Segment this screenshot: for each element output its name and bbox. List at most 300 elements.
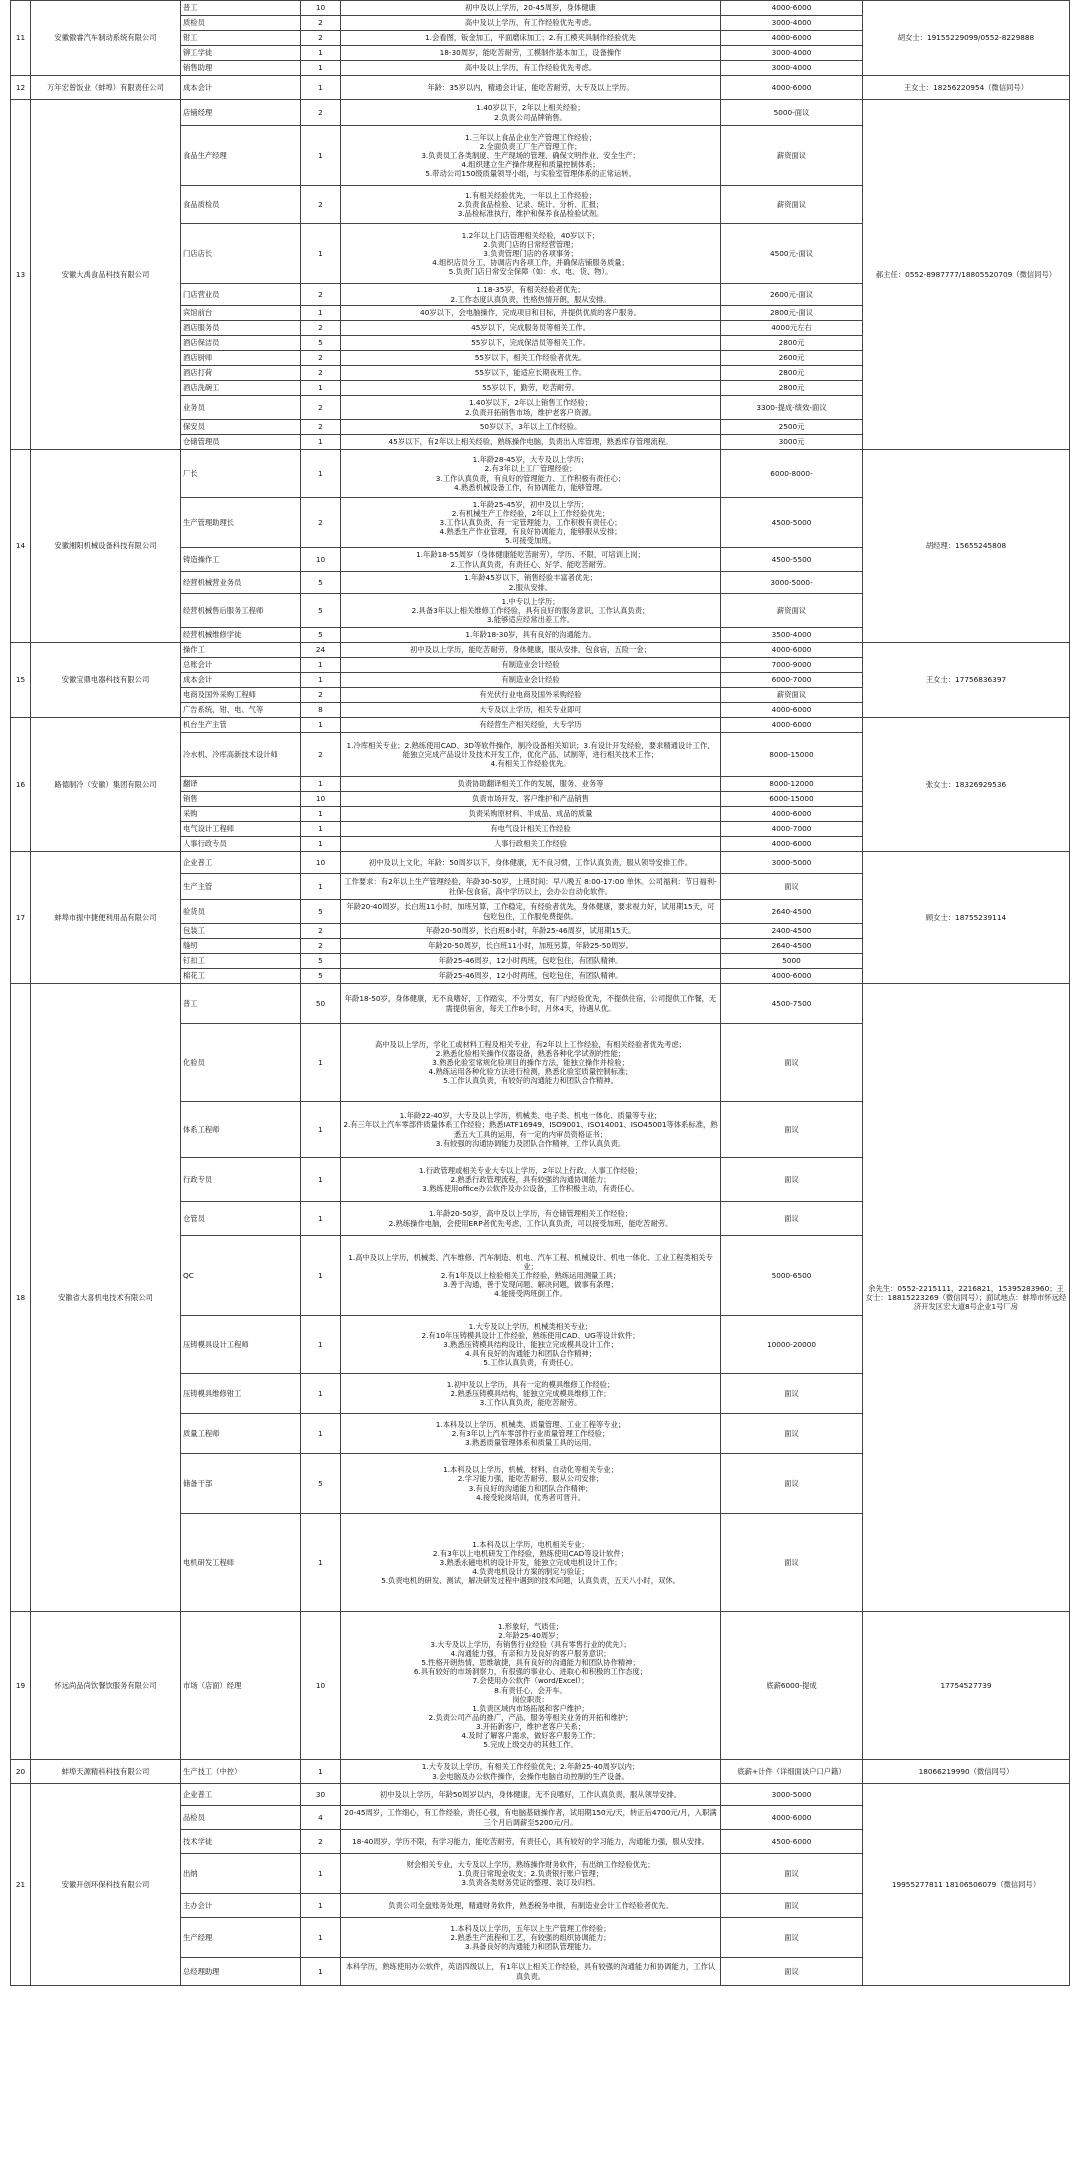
headcount: 2 bbox=[301, 924, 341, 939]
contact-info: 胡女士：19155229099/0552-8229888 bbox=[863, 1, 1070, 76]
company-name: 安徽开创环保科技有限公司 bbox=[31, 1784, 181, 1986]
position-name: 食品质检员 bbox=[181, 186, 301, 224]
requirement-line: 3.品检标准执行，维护和保养食品检验试剂。 bbox=[457, 209, 604, 219]
headcount: 2 bbox=[301, 688, 341, 703]
job-requirements bbox=[341, 1918, 721, 1958]
requirement-line: 4.熟悉机械设备工作，有协调能力，能够管理。 bbox=[454, 482, 607, 492]
company-name: 蚌埠市振中捷便利用品有限公司 bbox=[31, 852, 181, 984]
position-name: 经营机械营业务员 bbox=[181, 572, 301, 594]
requirement-line: 负责采购原材料、半成品、成品的质量 bbox=[468, 809, 593, 819]
requirement-line: 初中及以上文化，年龄：50周岁以下，身体健康，无不良习惯，工作认真负责，服从领导安排工作。 bbox=[368, 857, 693, 867]
requirement-line: 4.组织建立生产操作规程和质量控制体系； bbox=[461, 160, 600, 170]
salary: 3000元 bbox=[721, 435, 863, 450]
requirement-line: 初中及以上学历，能吃苦耐劳，身体健康，服从安排，包食宿，五险一金； bbox=[410, 645, 651, 655]
headcount: 1 bbox=[301, 1760, 341, 1784]
job-requirements bbox=[341, 1894, 721, 1918]
company-number: 15 bbox=[11, 643, 31, 718]
salary: 面议 bbox=[721, 1854, 863, 1894]
requirement-line: 4.有相关工作经验优先。 bbox=[490, 759, 571, 769]
contact-info: 18066219990（微信同号） bbox=[863, 1760, 1070, 1784]
company-number: 21 bbox=[11, 1784, 31, 1986]
job-requirements bbox=[341, 718, 721, 733]
requirement-line: 3.工作认真负责，有一定管理能力，工作积极有责任心； bbox=[439, 517, 622, 527]
requirement-line: 2.工作态度认真负责，性格热情开朗，服从安排。 bbox=[450, 294, 611, 304]
job-requirements bbox=[341, 1414, 721, 1454]
salary: 薪资面议 bbox=[721, 688, 863, 703]
headcount: 5 bbox=[301, 969, 341, 984]
requirement-line: 2.负责门店的日常经营管理； bbox=[483, 239, 578, 249]
headcount: 1 bbox=[301, 718, 341, 733]
salary: 面议 bbox=[721, 1102, 863, 1158]
salary: 2800元 bbox=[721, 381, 863, 396]
salary: 4000-7000 bbox=[721, 822, 863, 837]
requirement-line: 1.本科及以上学历，机械类、质量管理、工业工程等专业； bbox=[435, 1419, 626, 1429]
requirement-line: 1.有相关经验优先，一年以上工作经验； bbox=[464, 190, 596, 200]
position-name: 冷水机、冷库高新技术设计师 bbox=[181, 733, 301, 777]
requirement-line: 有经营生产相关经验，大专学历 bbox=[479, 720, 582, 730]
headcount: 2 bbox=[301, 498, 341, 548]
table-row bbox=[11, 984, 1070, 1024]
job-requirements bbox=[341, 1024, 721, 1102]
position-name: 缝纫 bbox=[181, 939, 301, 954]
requirement-line: 1.年龄25-45岁，初中及以上学历； bbox=[472, 499, 589, 509]
position-name: 钳工 bbox=[181, 31, 301, 46]
salary: 面议 bbox=[721, 1514, 863, 1612]
job-requirements bbox=[341, 126, 721, 186]
company-number: 20 bbox=[11, 1760, 31, 1784]
headcount: 1 bbox=[301, 1894, 341, 1918]
requirement-line: 有电气设计相关工作经验 bbox=[490, 824, 571, 834]
requirement-line: 2.全面负责工厂生产管理工作； bbox=[479, 141, 582, 151]
headcount: 2 bbox=[301, 396, 341, 420]
salary: 2640-4500 bbox=[721, 900, 863, 924]
salary: 底薪+计件（详细面谈户口户籍） bbox=[721, 1760, 863, 1784]
headcount: 2 bbox=[301, 420, 341, 435]
requirement-line: 3.负责管理门店的各项事务； bbox=[483, 248, 578, 258]
requirement-line: 1.三年以上食品企业生产管理工作经验； bbox=[464, 132, 596, 142]
requirement-line: 5.负责电机的研发、测试，解决研发过程中遇到的技术问题，认真负责，五天八小时，双休。 bbox=[381, 1576, 680, 1586]
requirement-line: 大专及以上学历，相关专业即可 bbox=[479, 705, 582, 715]
contact-info: 郝主任：0552-8987777/18805520709（微信同号） bbox=[863, 100, 1070, 450]
salary: 2800元 bbox=[721, 336, 863, 351]
company-number: 18 bbox=[11, 984, 31, 1612]
contact-info: 余先生：0552-2215111，2216821，15395283960；王女士：18815223269（微信同号）；面试地点：蚌埠市怀远经济开发区宏大道8号企业1号厂房 bbox=[863, 984, 1070, 1612]
position-name: 技术学徒 bbox=[181, 1830, 301, 1854]
job-requirements bbox=[341, 733, 721, 777]
position-name: 酒店厨师 bbox=[181, 351, 301, 366]
salary: 10000-20000 bbox=[721, 1316, 863, 1374]
table-row bbox=[11, 643, 1070, 658]
requirement-line: 年龄18-50岁，身体健康，无不良嗜好，工作踏实，不分男女，有厂内经验优先，不提供住宿，公司提供工作餐，无需提供宿舍，每天工作8小时，月休4天，待遇从优。 bbox=[344, 994, 717, 1013]
requirement-line: 1.18-35岁，有相关经验者优先； bbox=[476, 285, 585, 295]
position-name: 体系工程师 bbox=[181, 1102, 301, 1158]
headcount: 1 bbox=[301, 224, 341, 284]
job-requirements bbox=[341, 807, 721, 822]
requirement-line: 1.本科及以上学历，五年以上生产管理工作经验； bbox=[450, 1923, 611, 1933]
requirement-line: 45岁以下，有2年以上相关经验，熟练操作电脑，负责出入库管理，熟悉库存管理流程。 bbox=[388, 437, 673, 447]
requirement-line: 1.年龄45岁以下，销售经验丰富者优先； bbox=[464, 573, 597, 583]
requirement-line: 2.有1年及以上检验相关工作经验，熟练运用测量工具； bbox=[440, 1270, 621, 1280]
company-name: 安徽湘阳机械设备科技有限公司 bbox=[31, 450, 181, 643]
requirement-line: 1.负责区域内市场拓展和客户维护； bbox=[472, 1703, 589, 1713]
position-name: 门店店长 bbox=[181, 224, 301, 284]
requirement-line: 年龄：35岁以内，精通会计证，能吃苦耐劳，大专及以上学历。 bbox=[427, 82, 634, 92]
salary: 4000-6000 bbox=[721, 76, 863, 100]
headcount: 1 bbox=[301, 1202, 341, 1236]
contact-info: 胡经理：15655245808 bbox=[863, 450, 1070, 643]
salary: 2800元 bbox=[721, 366, 863, 381]
requirement-line: 2.熟悉压铸模具结构，能独立完成模具维修工作； bbox=[450, 1388, 611, 1398]
requirement-line: 2.有10年压铸模具设计工作经验，熟练使用CAD、UG等设计软件； bbox=[421, 1330, 640, 1340]
salary: 面议 bbox=[721, 1202, 863, 1236]
requirement-line: 高中及以上学历，学化工或材料工程及相关专业，有2年以上工作经验，有相关经验者优先考虑； bbox=[374, 1039, 687, 1049]
salary: 3000-5000- bbox=[721, 572, 863, 594]
job-requirements bbox=[341, 984, 721, 1024]
job-requirements bbox=[341, 1, 721, 16]
company-name: 万年宏曾饭业（蚌埠）有限责任公司 bbox=[31, 76, 181, 100]
job-requirements bbox=[341, 594, 721, 628]
position-name: 包装工 bbox=[181, 924, 301, 939]
job-requirements bbox=[341, 321, 721, 336]
position-name: 机台生产主管 bbox=[181, 718, 301, 733]
requirement-line: 3.负责员工各类制度、生产现场的管理、确保文明作业、安全生产； bbox=[421, 150, 640, 160]
position-name: 生产技工（中控） bbox=[181, 1760, 301, 1784]
requirement-line: 1.40岁以下，2年以上销售工作经验； bbox=[468, 398, 593, 408]
salary: 4000-6000 bbox=[721, 643, 863, 658]
requirement-line: 50岁以下，3年以上工作经验。 bbox=[479, 422, 582, 432]
table-row bbox=[11, 1612, 1070, 1760]
requirement-line: 年龄20-40周岁，长白班11小时，加班另算，工作稳定，有经验者优先，身体健康，要求视力好，试用期15天，可包吃包住，工作服免费提供。 bbox=[346, 902, 715, 921]
headcount: 2 bbox=[301, 31, 341, 46]
requirement-line: 1.40岁以下，2年以上相关经验； bbox=[476, 103, 585, 113]
requirement-line: 2.负责公司品牌销售。 bbox=[494, 112, 567, 122]
requirement-line: 有制造业会计经验 bbox=[501, 675, 560, 685]
requirement-line: 本科学历，熟练使用办公软件，英语四级以上，有1年以上相关工作经验，具有较强的沟通能力和协调能力，工作认真负责。 bbox=[345, 1962, 716, 1981]
requirement-line: 3.工作认真负责，能吃苦耐劳。 bbox=[479, 1398, 582, 1408]
requirement-line: 3.开拓新客户，维护老客户关系； bbox=[475, 1721, 586, 1731]
requirement-line: 2.熟悉生产流程和工艺，有较强的组织协调能力； bbox=[450, 1932, 611, 1942]
salary: 2600元 bbox=[721, 351, 863, 366]
requirement-line: 3.善于沟通，善于发现问题、解决问题，做事有条理； bbox=[443, 1280, 618, 1290]
headcount: 1 bbox=[301, 874, 341, 900]
position-name: 生产经理 bbox=[181, 1918, 301, 1958]
contact-info: 张女士：18326929536 bbox=[863, 718, 1070, 852]
company-name: 怀远尚品尚饮餐饮服务有限公司 bbox=[31, 1612, 181, 1760]
salary: 7000-9000 bbox=[721, 658, 863, 673]
position-name: 钉扣工 bbox=[181, 954, 301, 969]
position-name: 出纳 bbox=[181, 1854, 301, 1894]
position-name: 电气设计工程师 bbox=[181, 822, 301, 837]
headcount: 2 bbox=[301, 321, 341, 336]
salary: 面议 bbox=[721, 1894, 863, 1918]
requirement-line: 2.有三年以上汽车零部件质量体系工作经验；熟悉IATF16949、ISO9001、ISO14001、ISO45001等体系标准，熟悉五大工具的运用，有一定的内审员资格证书； bbox=[343, 1120, 718, 1139]
position-name: 采购 bbox=[181, 807, 301, 822]
requirement-line: 5.可接受加班。 bbox=[505, 536, 556, 546]
headcount: 10 bbox=[301, 548, 341, 572]
position-name: 操作工 bbox=[181, 643, 301, 658]
salary: 3300-提成-绩效-面议 bbox=[721, 396, 863, 420]
salary: 3000-4000 bbox=[721, 46, 863, 61]
requirement-line: 工作要求：有2年以上生产管理经验，年龄30-50岁，上班时间：早八晚五 8:00-17:00 单休。公司福利：节日福利-社保-包食宿，高中学历以上，会办公自动化软件。 bbox=[344, 877, 717, 896]
job-requirements bbox=[341, 306, 721, 321]
position-name: 销售 bbox=[181, 792, 301, 807]
salary: 3000-4000 bbox=[721, 16, 863, 31]
salary: 面议 bbox=[721, 1024, 863, 1102]
headcount: 8 bbox=[301, 703, 341, 718]
requirement-line: 18-30周岁，能吃苦耐劳，工模制作基本加工，设备操作 bbox=[439, 48, 622, 58]
table-row bbox=[11, 852, 1070, 874]
position-name: 广告系统、钳、电、气等 bbox=[181, 703, 301, 718]
requirement-line: 1.大专及以上学历，机械类相关专业； bbox=[468, 1321, 593, 1331]
job-requirements bbox=[341, 954, 721, 969]
headcount: 5 bbox=[301, 572, 341, 594]
position-name: 压铸模具设计工程师 bbox=[181, 1316, 301, 1374]
headcount: 1 bbox=[301, 1102, 341, 1158]
headcount: 1 bbox=[301, 1158, 341, 1202]
requirement-line: 4.具有良好的沟通能力和团队合作精神； bbox=[464, 1349, 596, 1359]
position-name: 宾馆前台 bbox=[181, 306, 301, 321]
requirement-line: 3.有良好的沟通能力和团队合作精神； bbox=[468, 1483, 593, 1493]
salary: 8000-15000 bbox=[721, 733, 863, 777]
salary: 4000-6000 bbox=[721, 1, 863, 16]
headcount: 4 bbox=[301, 1806, 341, 1830]
position-name: 铸造操作工 bbox=[181, 548, 301, 572]
job-requirements bbox=[341, 1958, 721, 1986]
requirement-line: 2.负责公司产品的推广，产品、服务等相关业务的开拓和维护； bbox=[428, 1712, 633, 1722]
job-requirements bbox=[341, 673, 721, 688]
salary: 5000-6500 bbox=[721, 1236, 863, 1316]
job-requirements bbox=[341, 76, 721, 100]
requirement-line: 5.完成上级交办的其他工作。 bbox=[483, 1740, 578, 1750]
job-requirements bbox=[341, 1514, 721, 1612]
company-number: 17 bbox=[11, 852, 31, 984]
job-requirements bbox=[341, 548, 721, 572]
job-requirements bbox=[341, 1158, 721, 1202]
requirement-line: 1.年龄28-45岁，大专及以上学历； bbox=[472, 455, 589, 465]
job-requirements bbox=[341, 1760, 721, 1784]
headcount: 10 bbox=[301, 1, 341, 16]
requirement-line: 初中及以上学历，20-45周岁，身体健康 bbox=[465, 3, 596, 13]
requirement-line: 高中及以上学历，有工作经验优先考虑。 bbox=[464, 63, 597, 73]
headcount: 1 bbox=[301, 126, 341, 186]
position-name: 翻译 bbox=[181, 777, 301, 792]
requirement-line: 4.负责电机设计方案的制定与验证； bbox=[472, 1567, 589, 1577]
headcount: 2 bbox=[301, 100, 341, 126]
position-name: 生产主管 bbox=[181, 874, 301, 900]
job-requirements bbox=[341, 837, 721, 852]
requirement-line: 4.熟练运用各种化验方法进行检测，熟悉化验室质量控制标准； bbox=[428, 1067, 633, 1077]
headcount: 1 bbox=[301, 1854, 341, 1894]
headcount: 1 bbox=[301, 1236, 341, 1316]
requirement-line: 45岁以下，完成服务员等相关工作。 bbox=[471, 323, 590, 333]
position-name: 仓储管理员 bbox=[181, 435, 301, 450]
headcount: 2 bbox=[301, 733, 341, 777]
salary: 底薪6000-提成 bbox=[721, 1612, 863, 1760]
position-name: 酒店打荷 bbox=[181, 366, 301, 381]
salary: 薪资面议 bbox=[721, 186, 863, 224]
salary: 2400-4500 bbox=[721, 924, 863, 939]
position-name: 生产管理助理长 bbox=[181, 498, 301, 548]
requirement-line: 年龄25-46周岁，12小时两班，包吃包住，有团队精神。 bbox=[438, 971, 623, 981]
company-number: 13 bbox=[11, 100, 31, 450]
job-requirements bbox=[341, 688, 721, 703]
requirement-line: 7.会使用办公软件（word/Excel）； bbox=[472, 1676, 589, 1686]
table-row bbox=[11, 1784, 1070, 1806]
table-row bbox=[11, 76, 1070, 100]
position-name: QC bbox=[181, 1236, 301, 1316]
position-name: 质量工程师 bbox=[181, 1414, 301, 1454]
requirement-line: 1.中专以上学历； bbox=[501, 596, 560, 606]
job-requirements bbox=[341, 628, 721, 643]
contact-info: 王女士：17756836397 bbox=[863, 643, 1070, 718]
requirement-line: 1.年龄18-55周岁（身体健康能吃苦耐劳），学历、不限，可培训上岗； bbox=[416, 550, 645, 560]
position-name: 市场（店面）经理 bbox=[181, 1612, 301, 1760]
position-name: 铆工学徒 bbox=[181, 46, 301, 61]
salary: 面议 bbox=[721, 1374, 863, 1414]
salary: 4000-6000 bbox=[721, 703, 863, 718]
position-name: 店铺经理 bbox=[181, 100, 301, 126]
headcount: 5 bbox=[301, 628, 341, 643]
headcount: 5 bbox=[301, 594, 341, 628]
headcount: 1 bbox=[301, 381, 341, 396]
requirement-line: 有制造业会计经验 bbox=[501, 660, 560, 670]
salary: 4000-6000 bbox=[721, 1806, 863, 1830]
job-requirements bbox=[341, 643, 721, 658]
salary: 6000-7000 bbox=[721, 673, 863, 688]
company-name: 安徽省大喜机电技术有限公司 bbox=[31, 984, 181, 1612]
job-requirements bbox=[341, 1854, 721, 1894]
salary: 面议 bbox=[721, 874, 863, 900]
requirement-line: 2.具备3年以上相关维修工作经验，具有良好的服务意识，工作认真负责； bbox=[411, 605, 650, 615]
requirement-line: 5.性格开朗热情，思维敏捷，具有良好的沟通能力和团队协作精神； bbox=[421, 1658, 640, 1668]
requirement-line: 3.负责各类财务凭证的整理、装订及归档。 bbox=[461, 1878, 600, 1888]
requirement-line: 3.熟悉永磁电机的设计开发，能独立完成电机设计工作； bbox=[439, 1557, 622, 1567]
company-name: 路德制冷（安徽）集团有限公司 bbox=[31, 718, 181, 852]
headcount: 1 bbox=[301, 450, 341, 498]
headcount: 2 bbox=[301, 366, 341, 381]
company-name: 安徽宝鼎电器科技有限公司 bbox=[31, 643, 181, 718]
requirement-line: 3.有较强的沟通协调能力及团队合作精神，工作认真负责。 bbox=[435, 1138, 626, 1148]
headcount: 2 bbox=[301, 186, 341, 224]
salary: 3000-5000 bbox=[721, 1784, 863, 1806]
headcount: 1 bbox=[301, 46, 341, 61]
salary: 4500-7500 bbox=[721, 984, 863, 1024]
salary: 8000-12000 bbox=[721, 777, 863, 792]
headcount: 1 bbox=[301, 61, 341, 76]
headcount: 30 bbox=[301, 1784, 341, 1806]
position-name: 厂长 bbox=[181, 450, 301, 498]
headcount: 1 bbox=[301, 1024, 341, 1102]
salary: 2500元 bbox=[721, 420, 863, 435]
job-requirements bbox=[341, 420, 721, 435]
requirement-line: 40岁以下，会电脑操作，完成项目和目标，并提供优质的客户服务。 bbox=[420, 308, 641, 318]
headcount: 10 bbox=[301, 852, 341, 874]
position-name: 门店营业员 bbox=[181, 284, 301, 306]
requirement-line: 1.本科及以上学历，电机相关专业； bbox=[472, 1539, 589, 1549]
job-requirements bbox=[341, 1102, 721, 1158]
requirement-line: 4.及时了解客户需求，做好客户服务工作； bbox=[461, 1731, 600, 1741]
requirement-line: 2.熟练操作电脑，会使用ERP者优先考虑，工作认真负责，可以接受加班，能吃苦耐劳。 bbox=[388, 1218, 673, 1228]
company-number: 11 bbox=[11, 1, 31, 76]
headcount: 5 bbox=[301, 900, 341, 924]
salary: 4000-6000 bbox=[721, 969, 863, 984]
company-name: 安徽大禹食品科技有限公司 bbox=[31, 100, 181, 450]
position-name: 酒店保洁员 bbox=[181, 336, 301, 351]
salary: 2600元-面议 bbox=[721, 284, 863, 306]
requirement-line: 2.有3年以上电机研发工作经验，熟练使用CAD等设计软件； bbox=[432, 1548, 629, 1558]
job-requirements bbox=[341, 900, 721, 924]
salary: 6000-8000- bbox=[721, 450, 863, 498]
requirement-line: 1.行政管理或相关专业大专以上学历，2年以上行政、人事工作经验； bbox=[418, 1165, 643, 1175]
position-name: 品检员 bbox=[181, 1806, 301, 1830]
headcount: 5 bbox=[301, 954, 341, 969]
headcount: 1 bbox=[301, 822, 341, 837]
salary: 面议 bbox=[721, 1414, 863, 1454]
position-name: 电机研发工程师 bbox=[181, 1514, 301, 1612]
requirement-line: 2.负责开拓销售市场，维护老客户资源。 bbox=[464, 407, 596, 417]
job-requirements bbox=[341, 31, 721, 46]
company-number: 16 bbox=[11, 718, 31, 852]
requirement-line: 年龄20-50周岁，长白班8小时，年龄25-46周岁，试用期15天。 bbox=[425, 926, 636, 936]
salary: 3000-4000 bbox=[721, 61, 863, 76]
job-requirements bbox=[341, 874, 721, 900]
headcount: 1 bbox=[301, 658, 341, 673]
salary: 4000-6000 bbox=[721, 837, 863, 852]
headcount: 10 bbox=[301, 792, 341, 807]
salary: 薪资面议 bbox=[721, 126, 863, 186]
salary: 6000-15000 bbox=[721, 792, 863, 807]
headcount: 5 bbox=[301, 1454, 341, 1514]
job-requirements bbox=[341, 1806, 721, 1830]
requirement-line: 3.能够适应经常出差工作。 bbox=[486, 615, 575, 625]
headcount: 1 bbox=[301, 306, 341, 321]
salary: 3000-5000 bbox=[721, 852, 863, 874]
position-name: 销售助理 bbox=[181, 61, 301, 76]
requirement-line: 5.负责门店日常安全保障（如：水、电、货、物）。 bbox=[448, 267, 613, 277]
requirement-line: 负责公司全盘账务处理，精通财务软件，熟悉税务申报，有制造业会计工作经验者优先。 bbox=[388, 1900, 673, 1910]
requirement-line: 1.冷库相关专业；2.熟练使用CAD、3D等软件操作，制冷设备相关知识；3.有设计开发经验，要求精通设计工作，能独立完成产品设计及技术开发工作，优化产品、试制等，进行相关技术工作； bbox=[346, 740, 715, 759]
headcount: 1 bbox=[301, 1316, 341, 1374]
position-name: 成本会计 bbox=[181, 76, 301, 100]
salary: 4500元-面议 bbox=[721, 224, 863, 284]
job-requirements bbox=[341, 450, 721, 498]
salary: 4500-5500 bbox=[721, 548, 863, 572]
job-requirements bbox=[341, 1374, 721, 1414]
salary: 2640-4500 bbox=[721, 939, 863, 954]
position-name: 压铸模具维修钳工 bbox=[181, 1374, 301, 1414]
job-requirements bbox=[341, 284, 721, 306]
salary: 4000元左右 bbox=[721, 321, 863, 336]
requirement-line: 初中及以上学历，年龄50周岁以内，身体健康，无不良嗜好，工作认真负责，服从领导安排。 bbox=[379, 1789, 682, 1799]
contact-info: 顾女士：18755239114 bbox=[863, 852, 1070, 984]
requirement-line: 3.大专及以上学历，有销售行业经验（具有零售行业的优先）； bbox=[430, 1639, 631, 1649]
requirement-line: 18-40周岁，学历不限，有学习能力，能吃苦耐劳，有责任心，具有较好的学习能力，沟通能力强，服从安排。 bbox=[352, 1836, 709, 1846]
job-requirements bbox=[341, 336, 721, 351]
company-name: 安徽傲睿汽车制动系统有限公司 bbox=[31, 1, 181, 76]
position-name: 成本会计 bbox=[181, 673, 301, 688]
requirement-line: 1.大专及以上学历，有相关工作经验优先；2.年龄25-40周岁以内； bbox=[421, 1762, 640, 1772]
job-requirements bbox=[341, 498, 721, 548]
position-name: 主办会计 bbox=[181, 1894, 301, 1918]
job-requirements bbox=[341, 939, 721, 954]
position-name: 总经理助理 bbox=[181, 1958, 301, 1986]
salary: 面议 bbox=[721, 1958, 863, 1986]
requirement-line: 8.有责任心，会开车。 bbox=[494, 1685, 567, 1695]
headcount: 50 bbox=[301, 984, 341, 1024]
requirement-line: 高中及以上学历，有工作经验优先考虑。 bbox=[464, 18, 597, 28]
headcount: 2 bbox=[301, 351, 341, 366]
requirement-line: 2.有3年以上工厂管理经验； bbox=[484, 464, 577, 474]
